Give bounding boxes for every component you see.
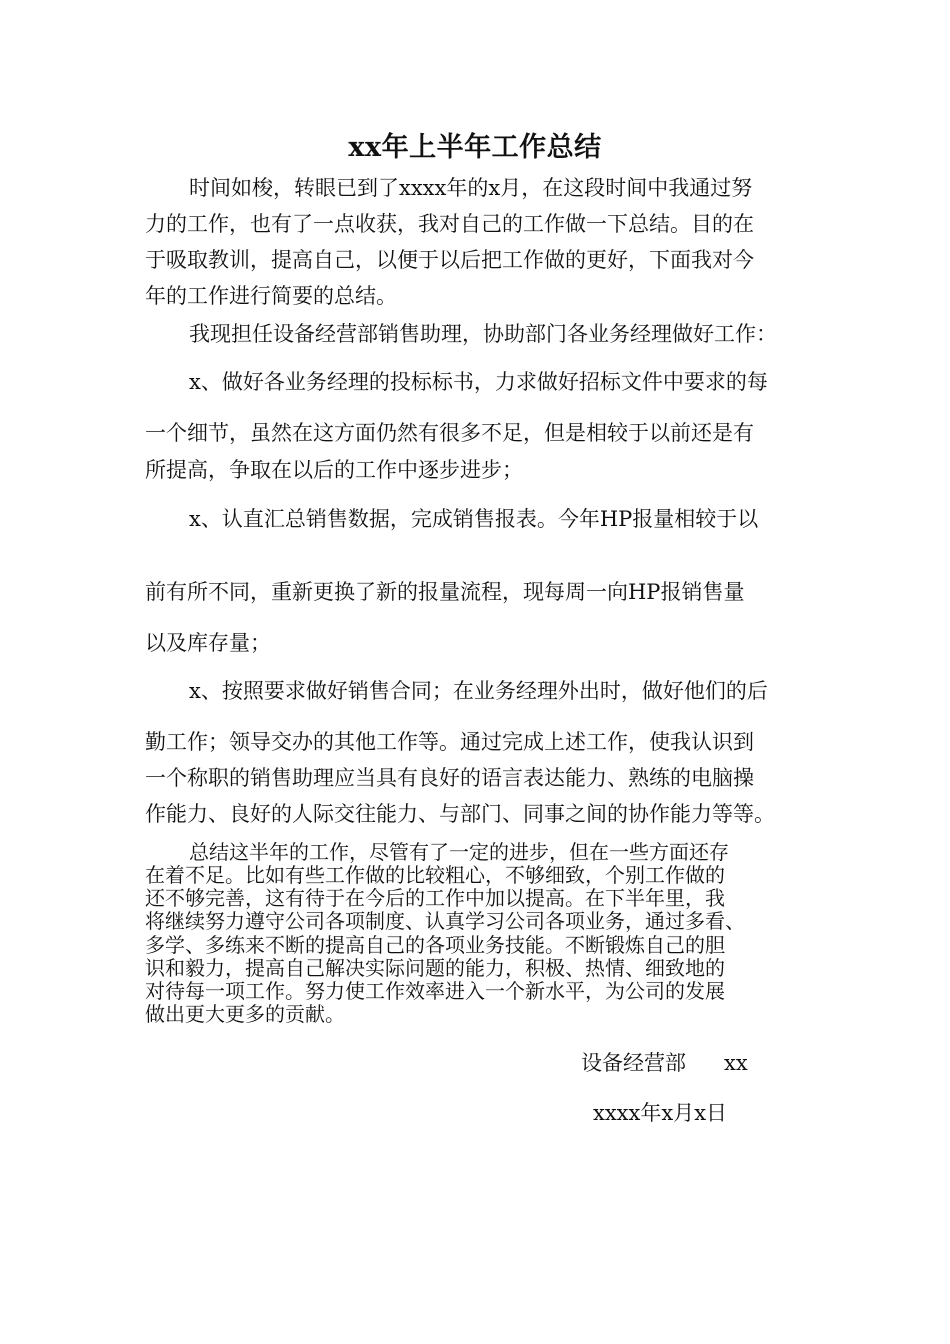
paragraph-line: 对待每一项工作。努力使工作效率进入一个新水平，为公司的发展 <box>145 979 725 1003</box>
list-item-line: 一个称职的销售助理应当具有良好的语言表达能力、熟练的电脑操 <box>145 766 754 790</box>
list-item-line: 作能力、良好的人际交往能力、与部门、同事之间的协作能力等等。 <box>145 802 775 826</box>
document-title: xx年上半年工作总结 <box>348 132 602 163</box>
paragraph-line: 力的工作，也有了一点收获，我对自己的工作做一下总结。目的在 <box>145 212 754 236</box>
paragraph-line: 年的工作进行简要的总结。 <box>145 284 397 308</box>
paragraph-line: 做出更大更多的贡献。 <box>145 1002 345 1026</box>
list-item-line: 前有所不同，重新更换了新的报量流程，现每周一向HP报销售量 <box>145 580 745 604</box>
paragraph-line: 还不够完善，这有待于在今后的工作中加以提高。在下半年里，我 <box>145 886 725 910</box>
paragraph-line: 将继续努力遵守公司各项制度、认真学习公司各项业务，通过多看、 <box>145 909 745 933</box>
paragraph-line: 总结这半年的工作，尽管有了一定的进步，但在一些方面还存 <box>189 840 729 864</box>
paragraph-line: 时间如梭，转眼已到了xxxx年的x月，在这段时间中我通过努 <box>189 176 753 200</box>
signature-date: xxxx年x月x日 <box>593 1101 728 1125</box>
paragraph-line: 识和毅力，提高自己解决实际问题的能力，积极、热情、细致地的 <box>145 956 725 980</box>
paragraph-line: 多学、多练来不断的提高自己的各项业务技能。不断锻炼自己的胆 <box>145 933 725 957</box>
paragraph-line: 我现担任设备经营部销售助理，协助部门各业务经理做好工作： <box>189 322 777 346</box>
paragraph-line: 在着不足。比如有些工作做的比较粗心，不够细致，个别工作做的 <box>145 863 725 887</box>
list-item-line: x、按照要求做好销售合同；在业务经理外出时，做好他们的后 <box>189 679 768 703</box>
list-item-line: 一个细节，虽然在这方面仍然有很多不足，但是相较于以前还是有 <box>145 421 754 445</box>
list-item-line: 以及库存量； <box>145 631 271 655</box>
list-item-line: 所提高，争取在以后的工作中逐步进步； <box>145 458 523 482</box>
signature-department: 设备经营部 <box>581 1051 686 1075</box>
list-item-line: x、认直汇总销售数据，完成销售报表。今年HP报量相较于以 <box>189 507 759 531</box>
list-item-line: x、做好各业务经理的投标标书，力求做好招标文件中要求的每 <box>189 370 768 394</box>
signature-name: xx <box>724 1051 748 1075</box>
paragraph-line: 于吸取教训，提高自己，以便于以后把工作做的更好，下面我对今 <box>145 248 754 272</box>
list-item-line: 勤工作；领导交办的其他工作等。通过完成上述工作，使我认识到 <box>145 730 754 754</box>
